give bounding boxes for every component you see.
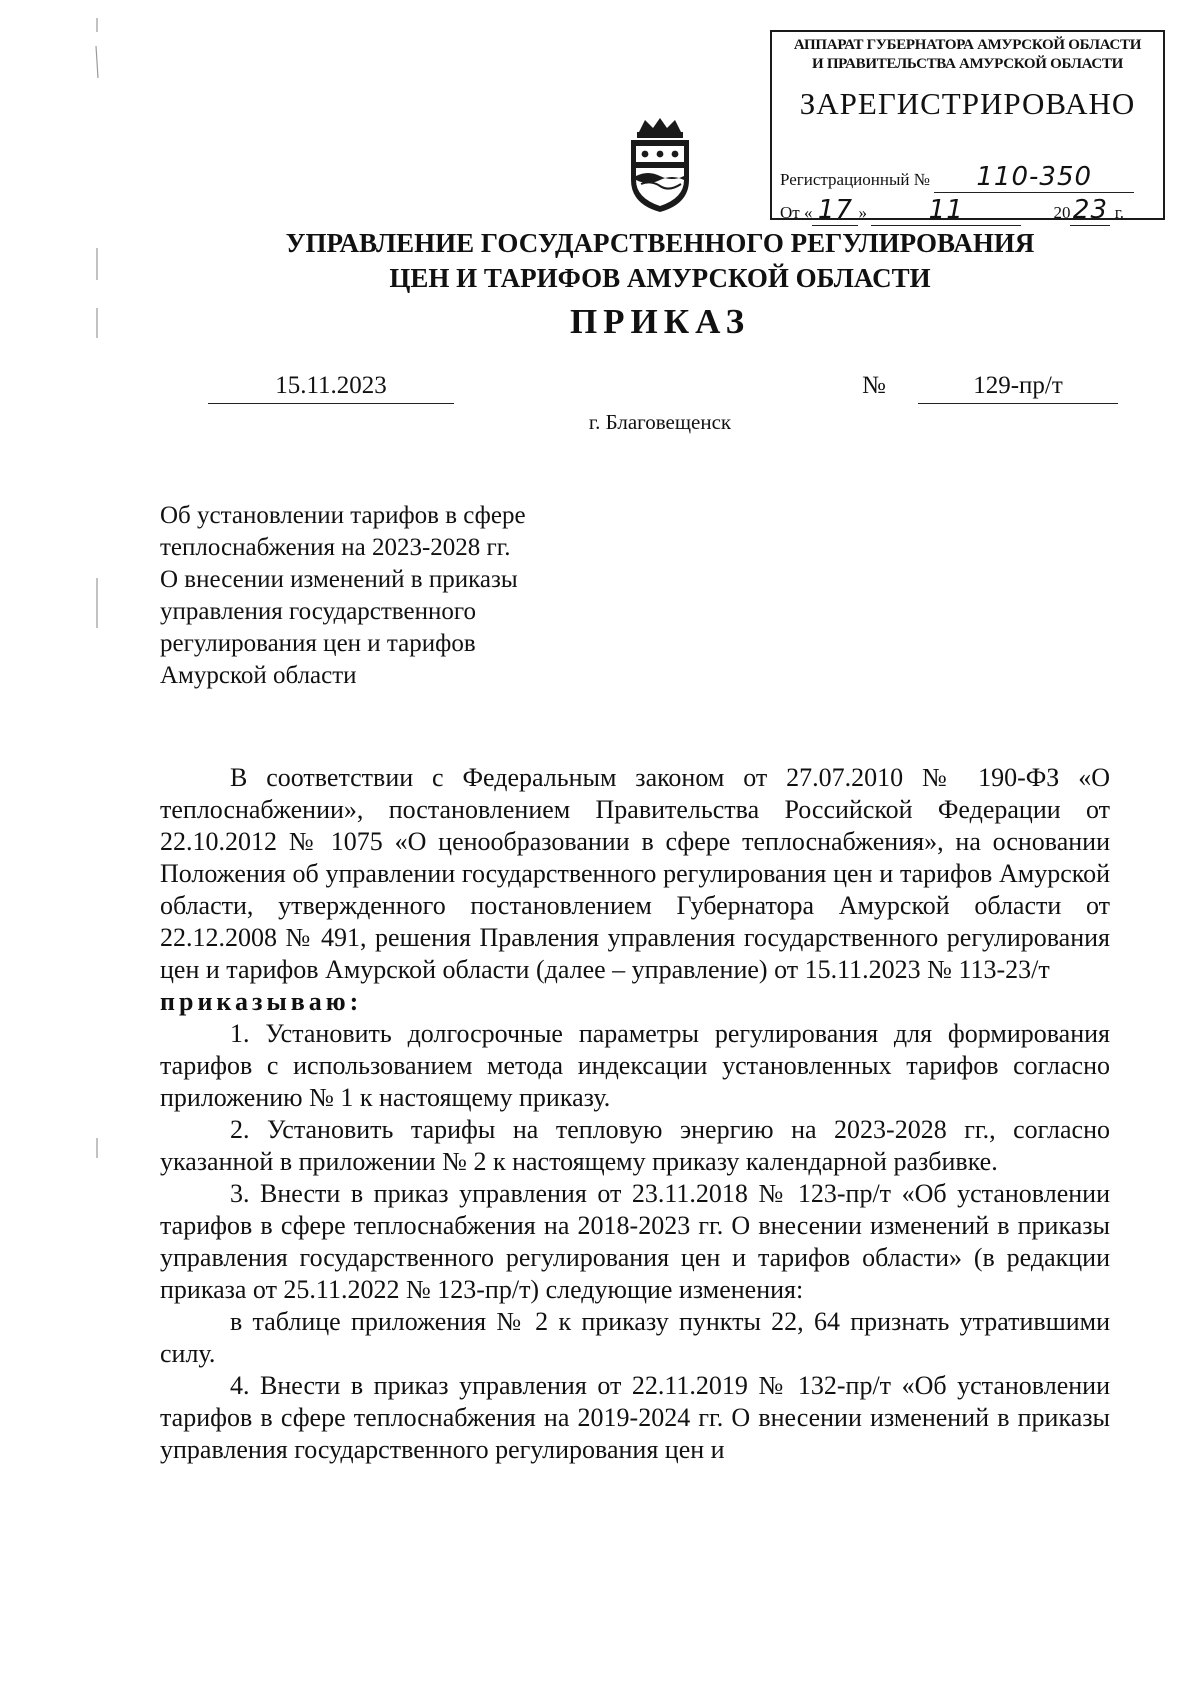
preamble: В соответствии с Федеральным законом от 27.07.2010 № 190-ФЗ «О теплоснабжении», постановлением Правительства Российской Федерации от 22.10.2012 № 1075 «О ценообразовании в сфере теплоснабжения», на основании Положения об управлении государственного регулирования цен и тарифов Амурской области, утвержденного постановлением Губернатора Амурской области от 22.12.2008 № 491, решения Правления управления государственного регулирования цен и тарифов Амурской области (далее – управление) от 15.11.2023 № 113-23/т	[160, 763, 1110, 984]
stamp-registered: ЗАРЕГИСТРИРОВАНО	[799, 86, 1136, 121]
item-4: 4. Внести в приказ управления от 22.11.2019 № 132-пр/т «Об установлении тарифов в сфере теплоснабжения на 2019-2024 гг. О внесении изменений в приказы управления государственного регулирования цен и	[160, 1371, 1110, 1464]
city: г. Благовещенск	[588, 410, 732, 434]
item-1: 1. Установить долгосрочные параметры регулирования для формирования тарифов с использованием метода индексации установленных тарифов согласно приложению № 1 к настоящему приказу.	[160, 1019, 1110, 1112]
stamp-day: 17	[812, 195, 858, 226]
stamp-reg-label: Регистрационный №	[780, 170, 930, 189]
stamp-year: 23	[1070, 195, 1110, 226]
registration-stamp	[770, 30, 1165, 225]
stamp-reg-row	[780, 162, 1155, 193]
order-number: 129-пр/т	[918, 372, 1118, 404]
item-3-detail: в таблице приложения № 2 к приказу пункты 22, 64 признать утратившими силу.	[160, 1307, 1110, 1368]
item-3: 3. Внести в приказ управления от 23.11.2018 № 123-пр/т «Об установлении тарифов в сфере теплоснабжения на 2018-2023 гг. О внесении изменений в приказы управления государственного регулирования цен и тарифов области» (в редакции приказа от 25.11.2022 № 123-пр/т) следующие изменения:	[160, 1179, 1110, 1304]
decree-word: приказываю:	[160, 987, 363, 1016]
stamp-reg-number: 110-350	[934, 162, 1134, 193]
order-subject: Об установлении тарифов в сфере теплоснабжения на 2023-2028 гг. О внесении изменений в приказы управления государственного регулирования цен и тарифов Амурской области	[160, 502, 526, 689]
order-date: 15.11.2023	[208, 372, 454, 404]
order-body	[160, 762, 1110, 1466]
document-type: ПРИКАЗ	[569, 302, 751, 341]
stamp-month: 11	[871, 195, 1021, 226]
item-2: 2. Установить тарифы на тепловую энергию на 2023-2028 гг., согласно указанной в приложении № 2 к настоящему приказу календарной разбивке.	[160, 1115, 1110, 1176]
scan-margin-marks	[94, 18, 100, 1658]
coat-of-arms-icon	[625, 118, 695, 214]
stamp-organization: АППАРАТ ГУБЕРНАТОРА АМУРСКОЙ ОБЛАСТИ И ПРАВИТЕЛЬСТВА АМУРСКОЙ ОБЛАСТИ	[793, 37, 1142, 72]
agency-name: УПРАВЛЕНИЕ ГОСУДАРСТВЕННОГО РЕГУЛИРОВАНИЯ ЦЕН И ТАРИФОВ АМУРСКОЙ ОБЛАСТИ	[285, 228, 1035, 293]
order-number-sign: №	[862, 372, 886, 399]
stamp-date-row: От « 17 » 11 2023 г.	[780, 195, 1125, 225]
